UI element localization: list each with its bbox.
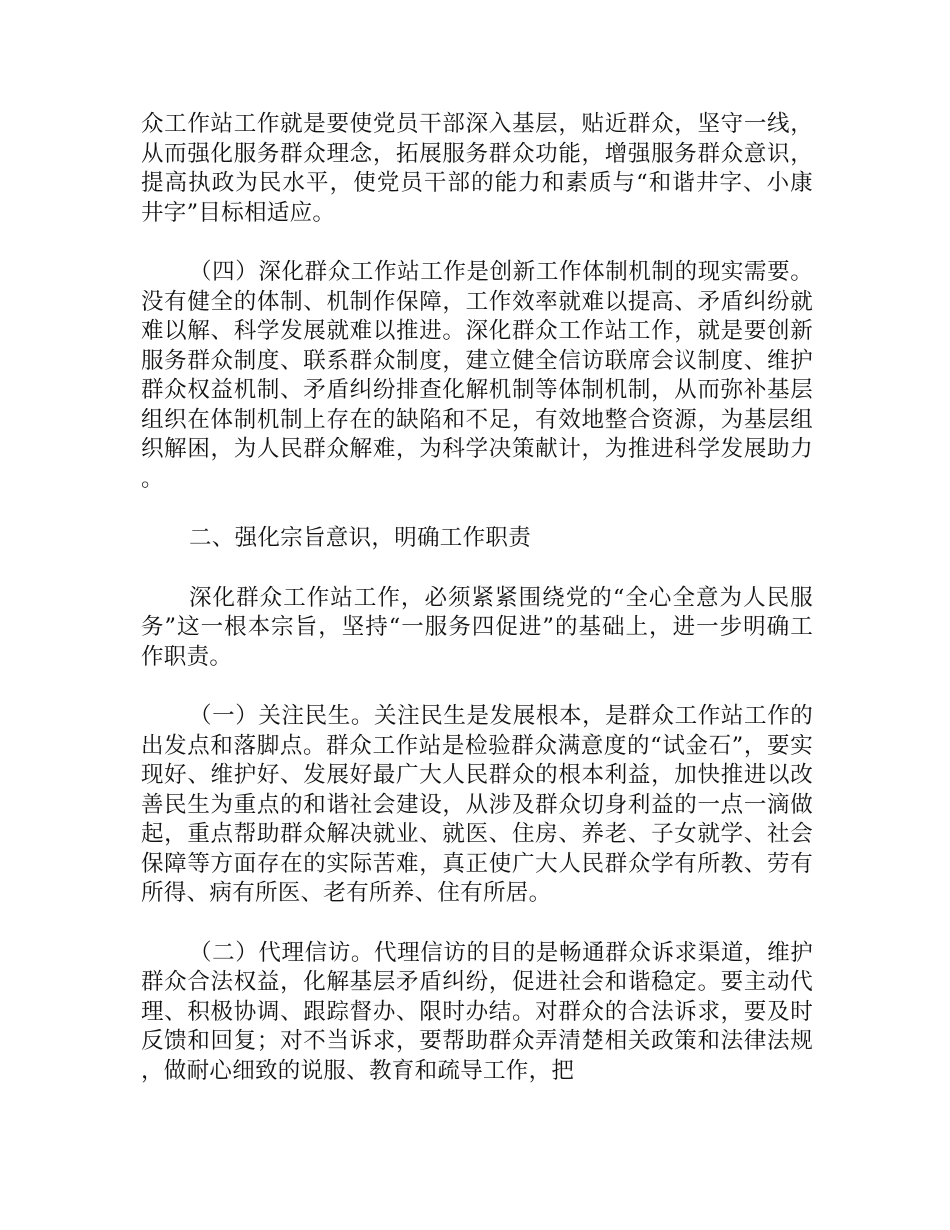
paragraph-continuation: 众工作站工作就是要使党员干部深入基层，贴近群众，坚守一线，从而强化服务群众理念，拓展服务群众功能，增强服务群众意识，提高执政为民水平，使党员干部的能力和素质与“和谐井字、小康井字”目标相适应。 xyxy=(141,111,813,226)
paragraph-section-four: （四）深化群众工作站工作是创新工作体制机制的现实需要。没有健全的体制、机制作保障，工作效率就难以提高、矛盾纠纷就难以解、科学发展就难以推进。深化群众工作站工作，就是要创新服务群众制度、联系群众制度，建立健全信访联席会议制度、维护群众权益机制、矛盾纠纷排查化解机制等体制机制，从而弥补基层组织在体制机制上存在的缺陷和不足，有效地整合资源，为基层组织解困，为人民群众解难，为科学决策献计，为推进科学发展助力。 xyxy=(141,259,813,492)
document-body xyxy=(141,110,813,1086)
section-heading-two: 二、强化宗旨意识，明确工作职责 xyxy=(189,525,532,551)
paragraph-item-two: （二）代理信访。代理信访的目的是畅通群众诉求渠道，维护群众合法权益，化解基层矛盾纠纷，促进社会和谐稳定。要主动代理、积极协调、跟踪督办、限时办结。对群众的合法诉求，要及时反馈和回复；对不当诉求，要帮助群众弄清楚相关政策和法律法规，做耐心细致的说服、教育和疏导工作，把 xyxy=(141,939,813,1084)
paragraph-item-one: （一）关注民生。关注民生是发展根本，是群众工作站工作的出发点和落脚点。群众工作站是检验群众满意度的“试金石”，要实现好、维护好、发展好最广大人民群众的根本利益，加快推进以改善民生为重点的和谐社会建设，从涉及群众切身利益的一点一滴做起，重点帮助群众解决就业、就医、住房、养老、子女就学、社会保障等方面存在的实际苦难，真正使广大人民群众学有所教、劳有所得、病有所医、老有所养、住有所居。 xyxy=(141,703,813,906)
paragraph-intro: 深化群众工作站工作，必须紧紧围绕党的“全心全意为人民服务”这一根本宗旨，坚持“一服务四促进”的基础上，进一步明确工作职责。 xyxy=(141,584,813,670)
